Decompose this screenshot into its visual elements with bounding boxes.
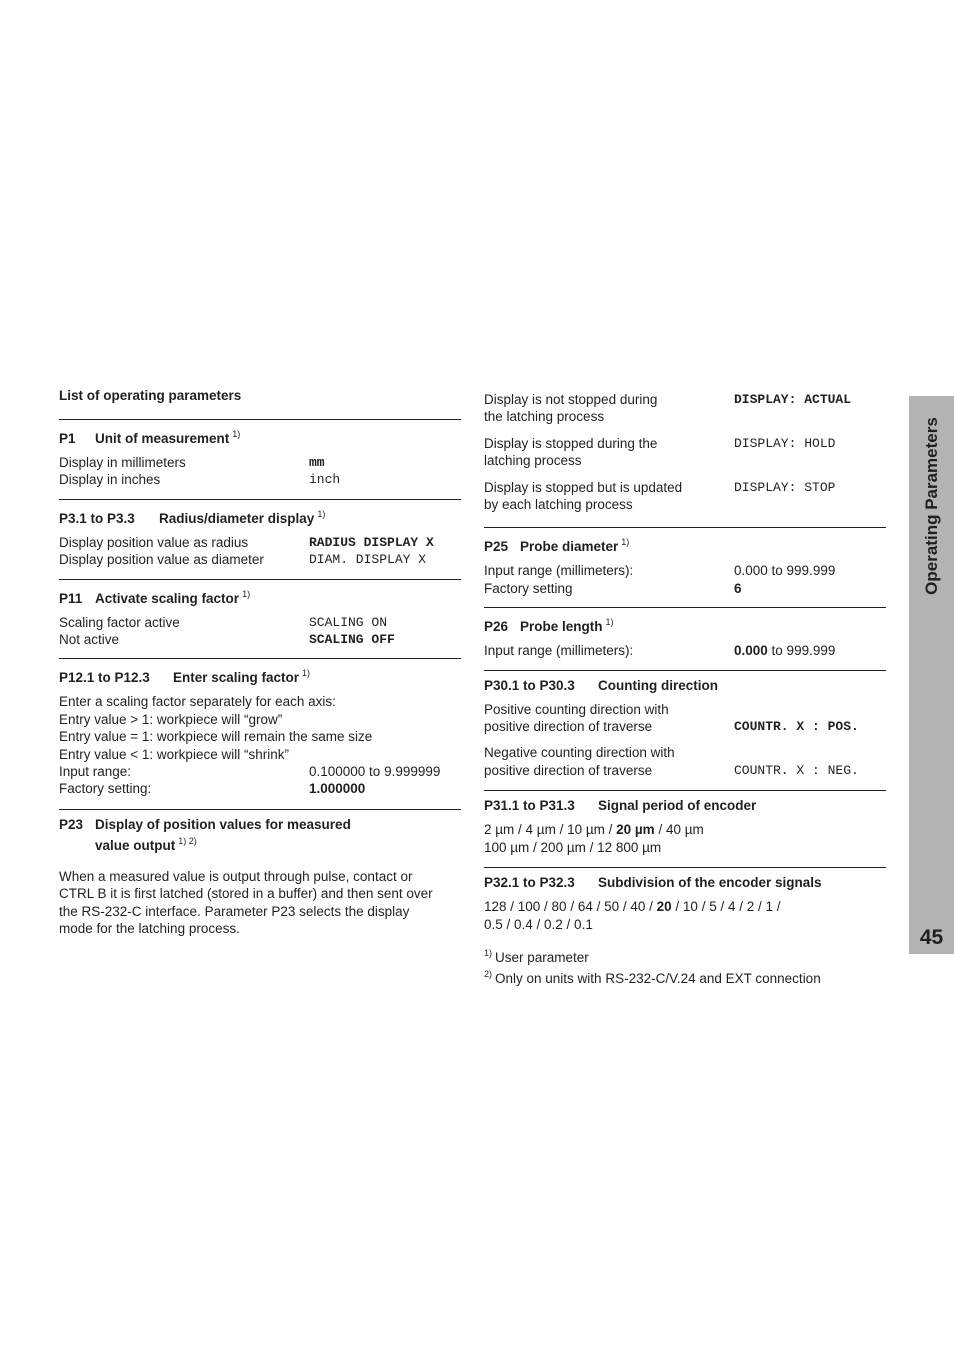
p12-range-value: 0.100000 to 9.999999: [309, 764, 441, 780]
p30-option-label: positive direction of traverse: [484, 719, 653, 735]
footnote-ref: 1): [232, 429, 241, 439]
p23-option-label: by each latching process: [484, 497, 633, 513]
p1-row-label: Display in millimeters: [59, 455, 186, 470]
footnote-ref: 1): [242, 588, 251, 599]
p12-text-line: Enter a scaling factor separately for each axis:: [59, 694, 336, 710]
p30-option-label: positive direction of traverse: [484, 762, 653, 778]
p32-values-line: 0.5 / 0.4 / 0.2 / 0.1: [484, 916, 593, 932]
p32-values-text: / 10 / 5 / 4 / 2 / 1 /: [671, 899, 781, 915]
p26-number: P26: [484, 619, 509, 635]
p11-heading: [59, 580, 461, 607]
p26-range-min: 0.000: [734, 643, 768, 659]
p23-title-line2: value output: [95, 837, 176, 853]
section-p32: [484, 867, 886, 933]
p25-range-row: [484, 562, 886, 579]
right-column: [484, 391, 886, 988]
list-title: List of operating parameters: [59, 388, 242, 403]
p11-row: [59, 631, 461, 648]
p31-values-line: 100 µm / 200 µm / 12 800 µm: [484, 839, 662, 855]
p1-number: P1: [59, 431, 76, 446]
footnote-ref: 1): [605, 617, 614, 628]
p32-heading: [484, 868, 886, 891]
p26-range-label: Input range (millimeters):: [484, 643, 634, 659]
p23-option-label: latching process: [484, 453, 582, 469]
p3-row: [59, 534, 461, 551]
p12-factory-value: 1.000000: [309, 781, 366, 797]
p23-option-label: Display is stopped but is updated: [484, 479, 683, 495]
p1-row-value: inch: [309, 472, 341, 488]
p12-factory-label: Factory setting:: [59, 781, 152, 797]
footnote-ref: 1) 2): [178, 835, 197, 846]
p1-title: Unit of measurement: [95, 431, 230, 446]
p23-text-line: When a measured value is output through pulse, contact or: [59, 868, 413, 884]
p30-option: [484, 744, 886, 779]
p25-range-label: Input range (millimeters):: [484, 563, 634, 579]
p26-title: Probe length: [520, 619, 603, 635]
p32-number: P32.1 to P32.3: [484, 875, 575, 891]
p3-row: [59, 551, 461, 568]
p26-range-rest: to 999.999: [767, 643, 836, 659]
p23-text-line: the RS-232-C interface. Parameter P23 selects the display: [59, 903, 410, 919]
p12-text-line: Entry value = 1: workpiece will remain the same size: [59, 729, 373, 745]
p11-row-label: Scaling factor active: [59, 614, 180, 630]
p25-range-value: 0.000 to 999.999: [734, 563, 836, 579]
p11-number: P11: [59, 590, 83, 606]
p3-row-label: Display position value as diameter: [59, 552, 264, 568]
footnote-ref: 1): [302, 668, 311, 679]
p12-heading: [59, 659, 461, 686]
side-tab-title-box: [909, 396, 954, 616]
p23-option: [484, 391, 886, 426]
p25-factory-row: [484, 580, 886, 597]
p31-values-text: 2 µm / 4 µm / 10 µm /: [484, 822, 617, 838]
p12-text-line: Entry value > 1: workpiece will “grow”: [59, 711, 283, 727]
section-p31: [484, 790, 886, 867]
p1-heading: [59, 420, 461, 447]
p12-range-row: [59, 763, 461, 780]
p23-title-line1: Display of position values for measured: [95, 816, 351, 832]
p30-option-label: Positive counting direction with: [484, 701, 669, 717]
footnote: [484, 966, 886, 987]
p11-row-value: SCALING ON: [309, 614, 388, 630]
section-p11: [59, 579, 461, 659]
p32-title: Subdivision of the encoder signals: [598, 875, 822, 891]
footnote-mark: 2): [484, 969, 493, 980]
footnote-text: Only on units with RS-232-C/V.24 and EXT connection: [495, 971, 821, 987]
p25-factory-value: 6: [734, 580, 742, 596]
p25-number: P25: [484, 539, 509, 555]
p23-option: [484, 435, 886, 470]
p12-text-line: Entry value < 1: workpiece will “shrink”: [59, 746, 289, 762]
p23-text-line: CTRL B it is first latched (stored in a buffer) and then sent over: [59, 886, 433, 902]
p30-heading: [484, 671, 886, 694]
p23-option-value: DISPLAY: STOP: [734, 479, 836, 495]
p1-row-label: Display in inches: [59, 472, 161, 488]
section-p1: [59, 419, 461, 499]
p12-number: P12.1 to P12.3: [59, 670, 150, 686]
page-number: 45: [919, 926, 944, 949]
p23-options: [484, 391, 886, 527]
p1-row: [59, 454, 461, 471]
section-p23: [59, 809, 461, 938]
section-p25: [484, 527, 886, 607]
p12-factory-row: [59, 780, 461, 797]
section-p26: [484, 607, 886, 669]
p32-values-text: 128 / 100 / 80 / 64 / 50 / 40 /: [484, 899, 657, 915]
p23-heading: [59, 810, 461, 854]
p31-values-line: [484, 821, 886, 838]
footnote-mark: 1): [484, 947, 493, 958]
p12-range-label: Input range:: [59, 764, 132, 780]
p3-title: Radius/diameter display: [159, 510, 315, 526]
p3-row-value: DIAM. DISPLAY X: [309, 552, 427, 568]
p30-option: [484, 701, 886, 736]
p3-heading: [59, 500, 461, 527]
section-p12: [59, 658, 461, 808]
p32-default-value: 20: [656, 899, 672, 915]
side-tab-title: Operating Parameters: [921, 417, 941, 595]
p30-title: Counting direction: [598, 677, 718, 693]
p3-row-label: Display position value as radius: [59, 534, 249, 550]
p26-heading: [484, 608, 886, 635]
section-p3: [59, 499, 461, 579]
side-tab: [909, 396, 954, 954]
p23-option-label: Display is stopped during the: [484, 435, 658, 451]
p23-option-label: Display is not stopped during: [484, 392, 658, 407]
p3-number: P3.1 to P3.3: [59, 510, 135, 526]
p25-heading: [484, 528, 886, 555]
p23-option-value: DISPLAY: ACTUAL: [734, 392, 852, 407]
p1-row: [59, 471, 461, 488]
p11-row-value: SCALING OFF: [309, 632, 395, 648]
p31-values-text: / 40 µm: [654, 822, 704, 838]
section-p30: [484, 670, 886, 791]
p11-row-label: Not active: [59, 632, 120, 648]
p31-title: Signal period of encoder: [598, 798, 757, 814]
p23-text-line: mode for the latching process.: [59, 921, 240, 937]
p31-heading: [484, 791, 886, 814]
p30-option-label: Negative counting direction with: [484, 745, 675, 761]
footnote-ref: 1): [621, 537, 630, 548]
footnote-text: User parameter: [495, 949, 589, 965]
p25-title: Probe diameter: [520, 539, 619, 555]
p11-title: Activate scaling factor: [95, 590, 240, 606]
p23-option-value: DISPLAY: HOLD: [734, 435, 836, 451]
p25-factory-label: Factory setting: [484, 580, 573, 596]
p26-range-row: [484, 642, 886, 659]
p30-number: P30.1 to P30.3: [484, 677, 575, 693]
p32-values-line: [484, 898, 886, 915]
footnote: [484, 945, 886, 966]
p30-option-value: COUNTR. X : NEG.: [734, 762, 859, 778]
p11-row: [59, 614, 461, 631]
p31-default-value: 20 µm: [616, 822, 655, 838]
p23-number: P23: [59, 816, 84, 832]
footnote-ref: 1): [317, 508, 326, 519]
p31-number: P31.1 to P31.3: [484, 798, 575, 814]
p3-row-value: RADIUS DISPLAY X: [309, 534, 434, 550]
p1-row-value: mm: [309, 455, 325, 470]
p30-option-value: COUNTR. X : POS.: [734, 719, 859, 735]
p23-option-label: the latching process: [484, 409, 605, 425]
p23-option: [484, 479, 886, 514]
left-column: [59, 387, 461, 938]
footnotes: [484, 945, 886, 988]
p12-title: Enter scaling factor: [173, 670, 300, 686]
